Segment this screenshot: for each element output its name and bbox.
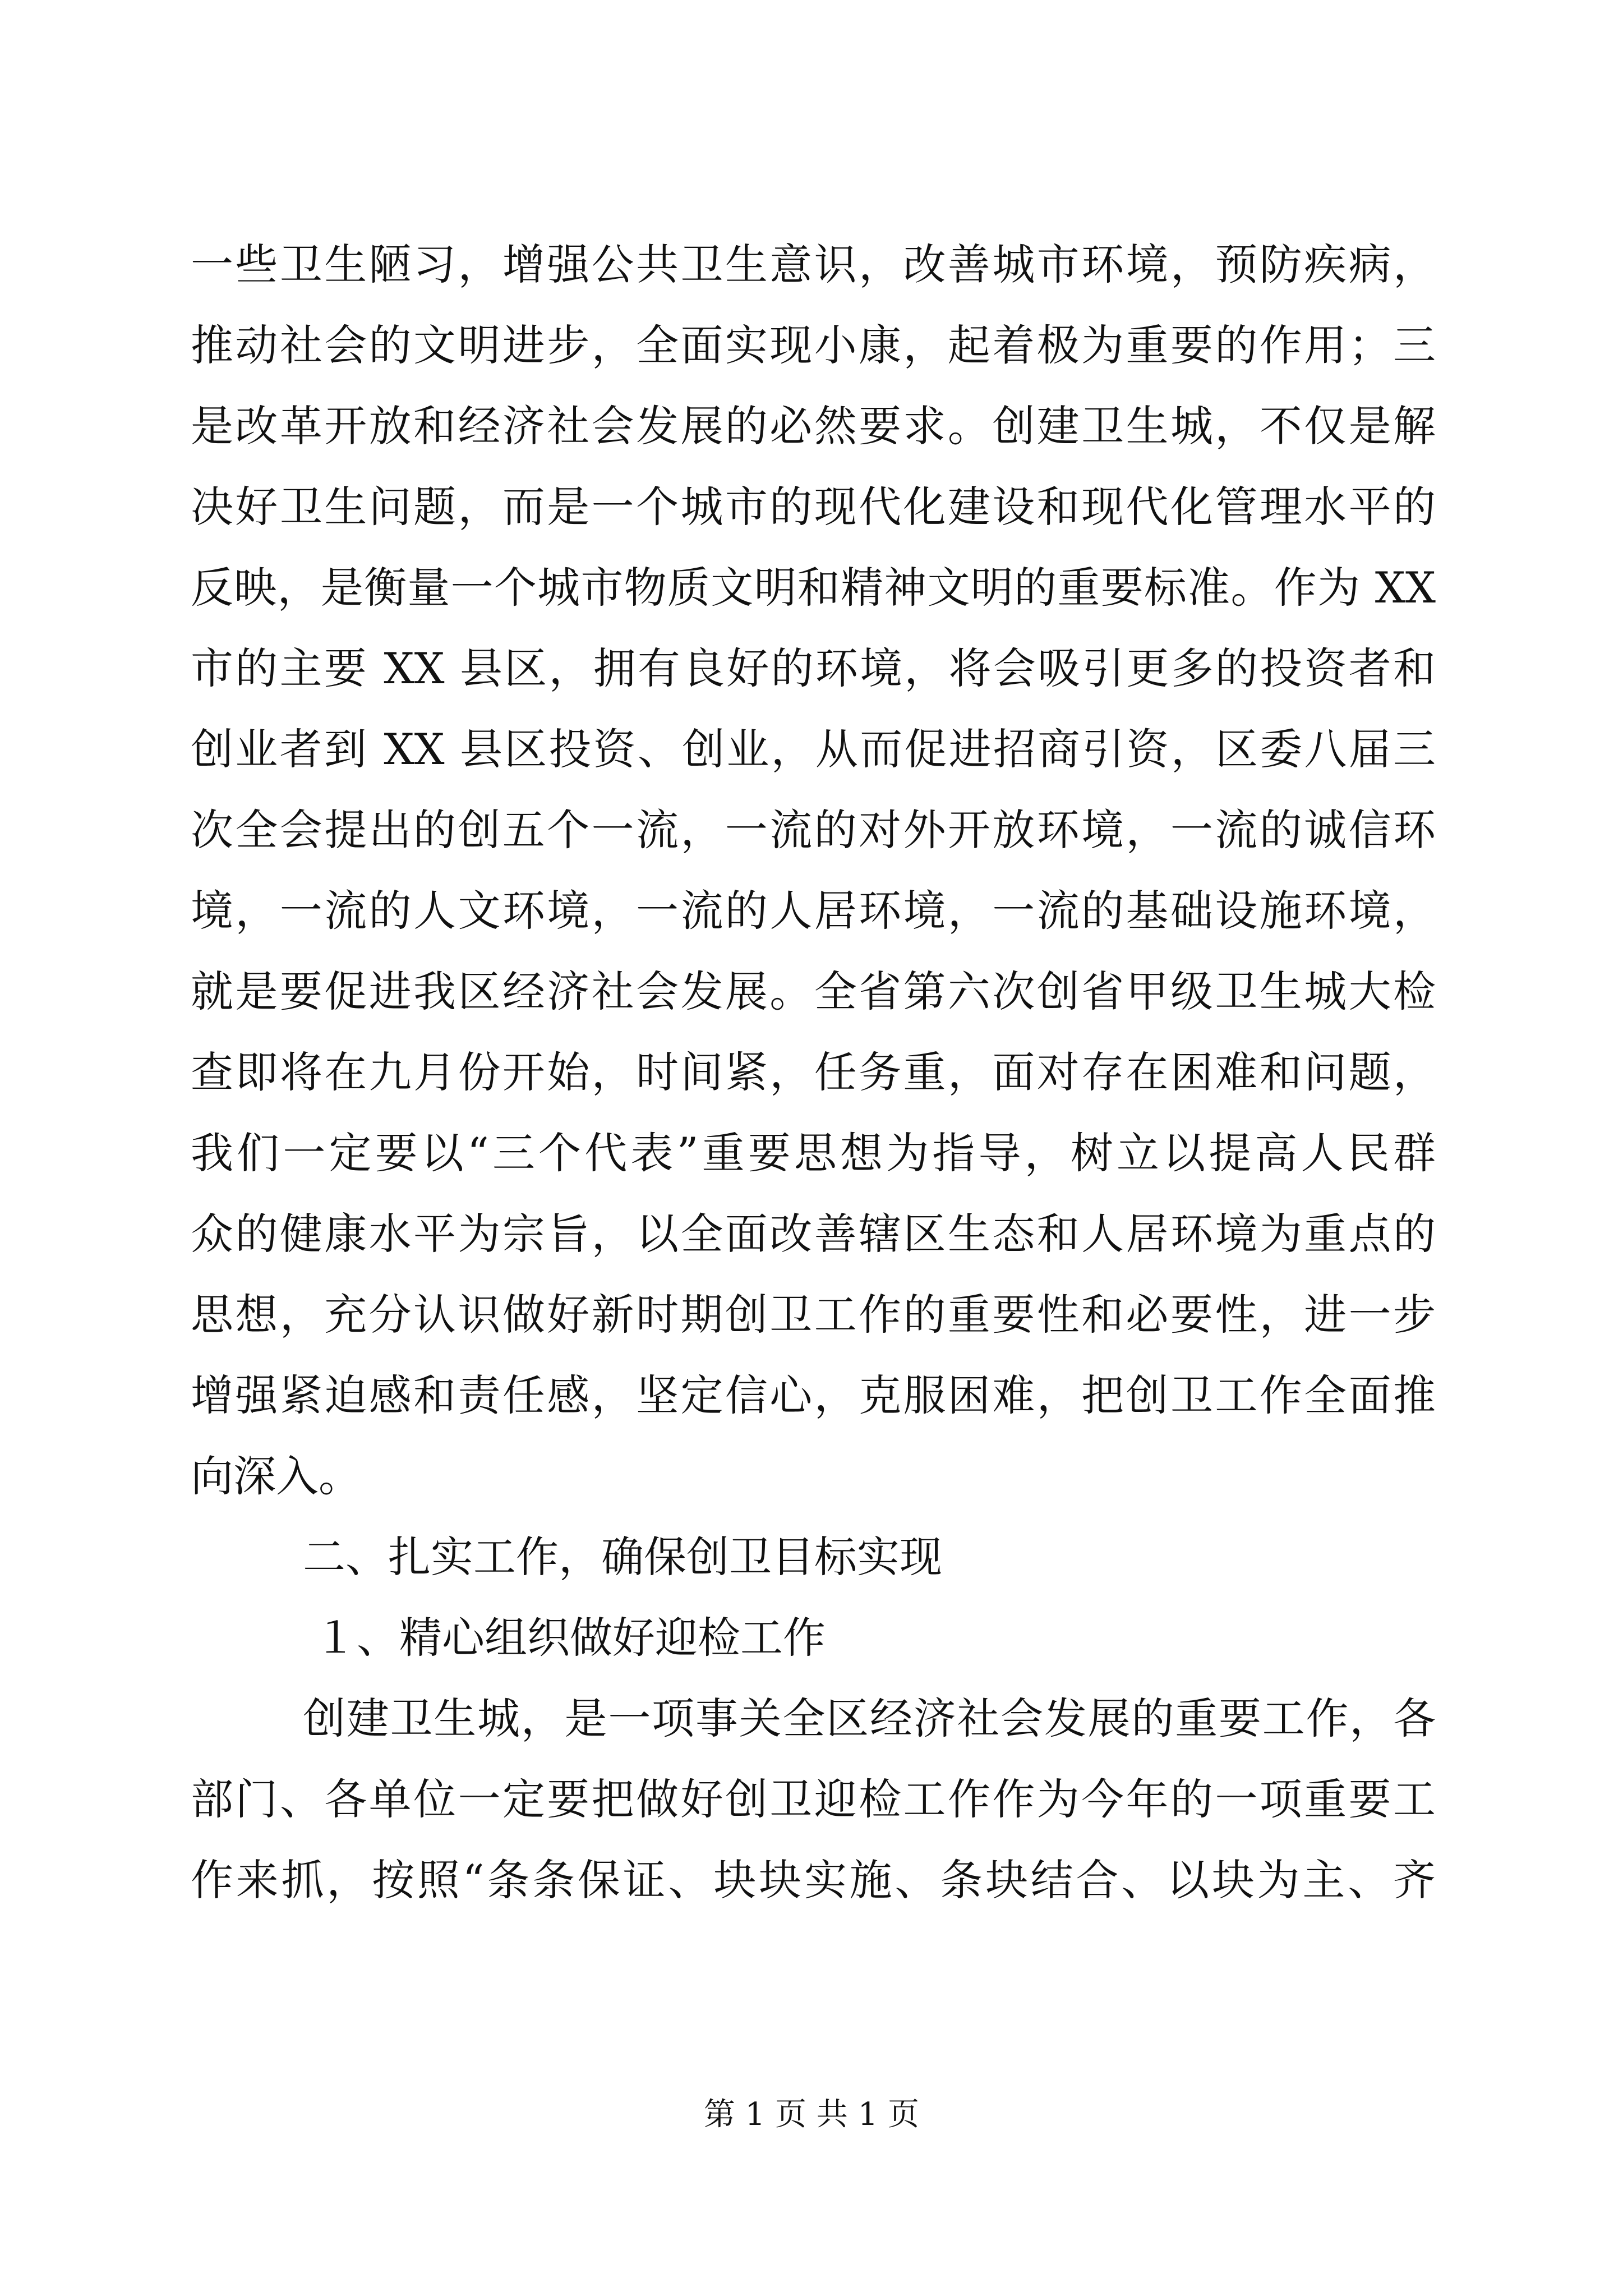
text-line: 就是要促进我区经济社会发展。全省第六次创省甲级卫生城大检 (191, 967, 1436, 1016)
text-line: 决好卫生问题，而是一个城市的现代化建设和现代化管理水平的 (191, 482, 1436, 532)
text-line: 思想，充分认识做好新时期创卫工作的重要性和必要性，进一步 (191, 1290, 1436, 1340)
text-line: 增强紧迫感和责任感，坚定信心，克服困难，把创卫工作全面推 (191, 1370, 1436, 1420)
text-line: 推动社会的文明进步，全面实现小康，起着极为重要的作用；三 (191, 320, 1436, 370)
text-line: 创建卫生城，是一项事关全区经济社会发展的重要工作，各 (303, 1694, 1436, 1743)
page-number-footer: 第 1 页 共 1 页 (703, 2096, 920, 2133)
text-line: 次全会提出的创五个一流，一流的对外开放环境，一流的诚信环 (191, 805, 1436, 855)
text-line: 众的健康水平为宗旨，以全面改善辖区生态和人居环境为重点的 (191, 1209, 1436, 1259)
text-line: 向深入。 (191, 1451, 361, 1501)
text-line: 查即将在九月份开始，时间紧，任务重，面对存在困难和问题， (191, 1047, 1436, 1097)
text-line: 作来抓，按照“条条保证、块块实施、条块结合、以块为主、齐 (191, 1855, 1436, 1905)
text-line: 我们一定要以“三个代表”重要思想为指导，树立以提高人民群 (191, 1128, 1436, 1178)
body-text (191, 224, 1436, 1921)
section-heading: 二、扎实工作，确保创卫目标实现 (303, 1532, 942, 1582)
text-line: 境，一流的人文环境，一流的人居环境，一流的基础设施环境， (191, 886, 1436, 936)
text-line: 创业者到 XX 县区投资、创业，从而促进招商引资，区委八届三 (191, 724, 1436, 774)
text-line: 市的主要 XX 县区，拥有良好的环境，将会吸引更多的投资者和 (191, 643, 1436, 693)
text-line: 反映，是衡量一个城市物质文明和精神文明的重要标准。作为 XX (191, 563, 1436, 613)
text-line: 是改革开放和经济社会发展的必然要求。创建卫生城，不仅是解 (191, 401, 1436, 451)
text-line: 一些卫生陋习，增强公共卫生意识，改善城市环境，预防疾病， (191, 240, 1436, 289)
text-line: 部门、各单位一定要把做好创卫迎检工作作为今年的一项重要工 (191, 1774, 1436, 1824)
subsection-heading: １、精心组织做好迎检工作 (314, 1613, 826, 1663)
